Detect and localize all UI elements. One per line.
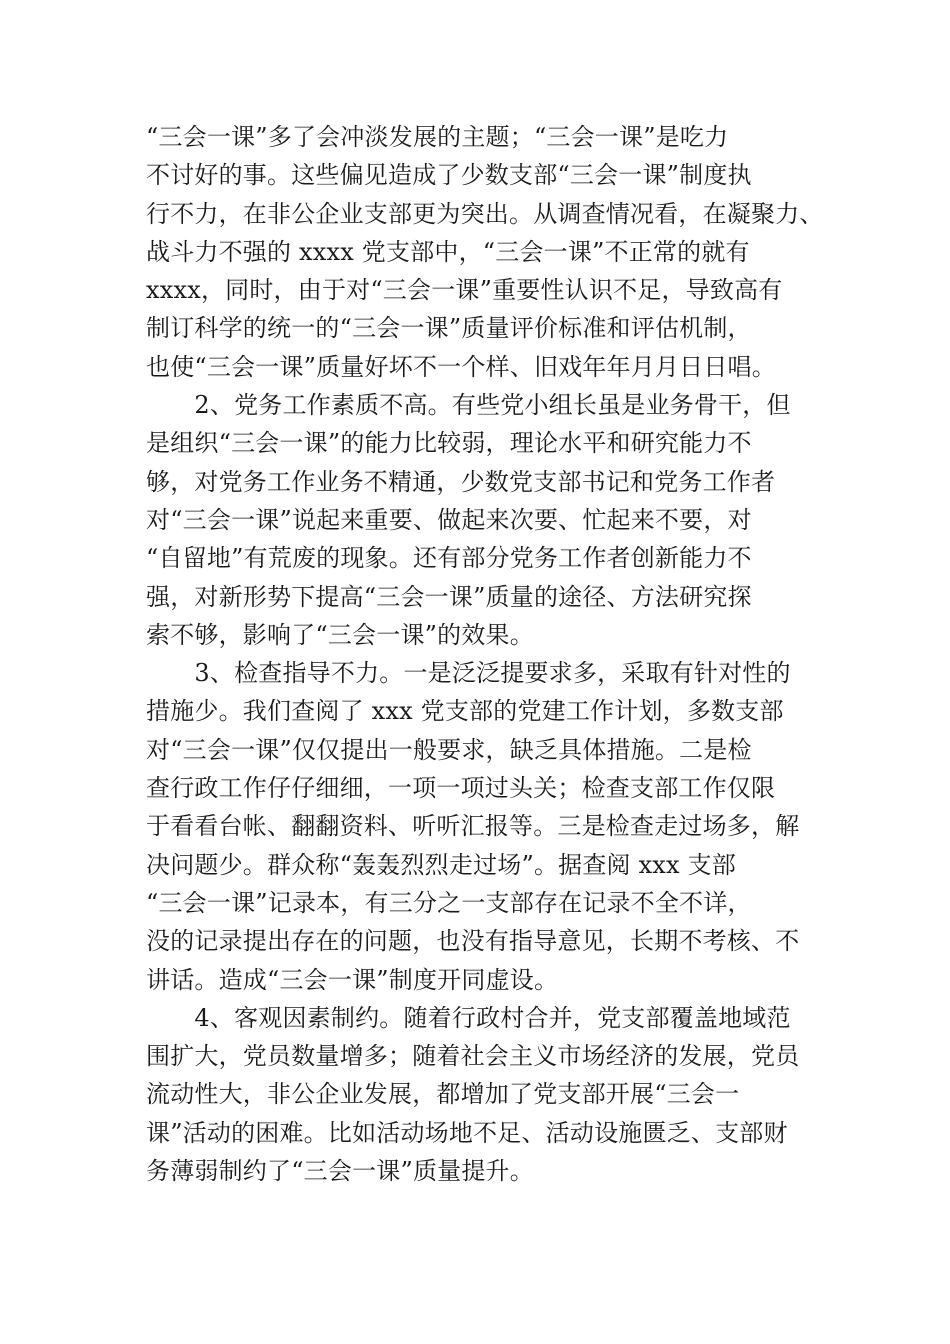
text-line: 对“三会一课”说起来重要、做起来次要、忙起来不要，对 [146, 505, 752, 534]
text-line: 流动性大，非公企业发展，都增加了党支部开展“三会一 [146, 1080, 740, 1109]
text-line: 战斗力不强的 xxxx 党支部中，“三会一课”不正常的就有 [146, 237, 750, 266]
text-line: “三会一课”多了会冲淡发展的主题；“三会一课”是吃力 [146, 123, 729, 151]
text-line: 于看看台帐、翻翻资料、听听汇报等。三是检查走过场多，解 [146, 812, 800, 841]
text-line: 对“三会一课”仅仅提出一般要求，缺乏具体措施。二是检 [146, 735, 752, 764]
text-line: 也使“三会一课”质量好坏不一个样、旧戏年年月月日日唱。 [146, 352, 776, 381]
text-line: 强，对新形势下提高“三会一课”质量的途径、方法研究探 [146, 582, 752, 611]
text-line: 索不够，影响了“三会一课”的效果。 [146, 620, 534, 649]
text-line: xxxx，同时，由于对“三会一课”重要性认识不足，导致高有 [146, 276, 783, 305]
text-line: 决问题少。群众称“轰轰烈烈走过场”。据查阅 xxx 支部 [146, 850, 737, 879]
text-line: 制订科学的统一的“三会一课”质量评价标准和评估机制， [146, 314, 752, 343]
text-line: “自留地”有荒废的现象。还有部分党务工作者创新能力不 [146, 544, 752, 573]
document-body [146, 118, 826, 1190]
text-line: 措施少。我们查阅了 xxx 党支部的党建工作计划，多数支部 [146, 697, 784, 726]
text-line: 没的记录提出存在的问题，也没有指导意见，长期不考核、不 [146, 927, 800, 956]
text-line: 查行政工作仔仔细细，一项一项过头关；检查支部工作仅限 [146, 774, 776, 803]
text-line: 务薄弱制约了“三会一课”质量提升。 [146, 1157, 534, 1186]
text-line: 够，对党务工作业务不精通，少数党支部书记和党务工作者 [146, 467, 776, 496]
paragraph-2-start: 2、党务工作素质不高。有些党小组长虽是业务骨干，但 [146, 391, 791, 420]
text-line: 行不力，在非公企业支部更为突出。从调查情况看，在凝聚力、 [146, 199, 824, 228]
text-line: 围扩大，党员数量增多；随着社会主义市场经济的发展，党员 [146, 1042, 800, 1071]
text-line: 课”活动的困难。比如活动场地不足、活动设施匮乏、支部财 [146, 1118, 788, 1147]
paragraph-3-start: 3、检查指导不力。一是泛泛提要求多，采取有针对性的 [146, 659, 791, 688]
text-line: 不讨好的事。这些偏见造成了少数支部“三会一课”制度执 [146, 161, 752, 190]
text-line: 讲话。造成“三会一课”制度开同虚设。 [146, 965, 559, 994]
text-line: “三会一课”记录本，有三分之一支部存在记录不全不详， [146, 888, 752, 917]
text-line: 是组织“三会一课”的能力比较弱，理论水平和研究能力不 [146, 429, 752, 458]
paragraph-4-start: 4、客观因素制约。随着行政村合并，党支部覆盖地域范 [146, 1003, 791, 1032]
